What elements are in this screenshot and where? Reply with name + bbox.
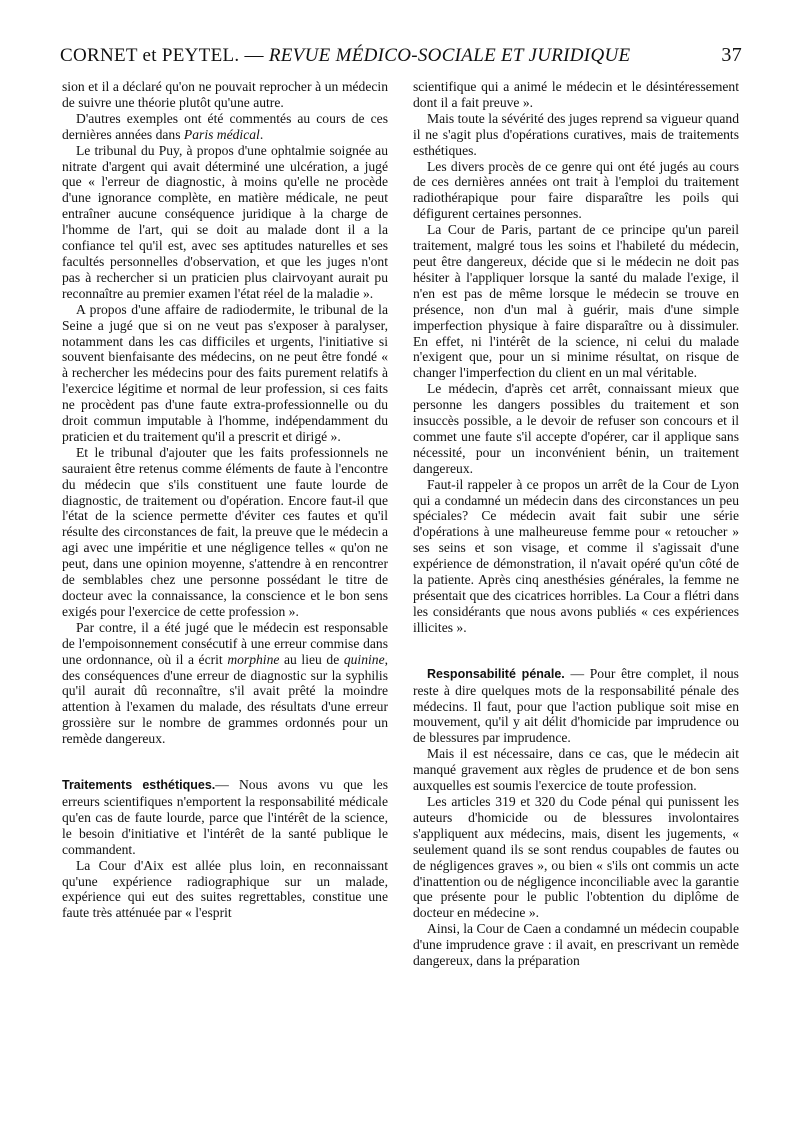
right-column [413,79,739,969]
emphasis: quinine [343,651,385,667]
paragraph: scientifique qui a animé le médecin et le désintéressement dont il a fait preuve ». [413,79,739,110]
header-dash: — [244,45,264,66]
paragraph: Par contre, il a été jugé que le médecin est responsable de l'empoisonnement consécutif à une erreur commise dans une ordonnance, où il a écrit morphine au lieu de quinine, des conséquences d'une erreur de diagnostic sur la syphilis qu'il aurait dû reconnaître, s'il avait prêté la moindre attention à l'examen du malade, des résultats d'une erreur grossière sur le nombre de grammes ordonnés pour un remède dangereux. [62,619,389,747]
paragraph: Les divers procès de ce genre qui ont été jugés au cours de ces dernières années ont trait à l'emploi du traitement radiothérapique pour faire disparaître les poils qui défigurent certaines personnes. [413,158,739,222]
paragraph: D'autres exemples ont été commentés au cours de ces dernières années dans Paris médical. [62,110,388,142]
section-heading: Responsabilité pénale. [427,666,565,681]
running-header [60,44,742,67]
header-journal: REVUE MÉDICO-SOCIALE ET JURIDIQUE [268,45,631,66]
paragraph: Le tribunal du Puy, à propos d'une ophtalmie soignée au nitrate d'argent qui avait déterminé une ulcération, a jugé que « l'erreur de diagnostic, à moins qu'elle ne procède d'une ignorance complète, en matière médicale, ne peut entraîner aucune conséquence juridique à la charge de l'homme de l'art, qui se doit au malade dont il a la confiance tel qu'il est, avec ses aptitudes naturelles et ses facultés personnelles d'observation, et que les juges n'ont pas à rechercher si un praticien plus clairvoyant aurait pu reconnaître au premier examen l'état réel de la maladie ». [62,142,388,301]
section-paragraph: Responsabilité pénale. — Pour être complet, il nous reste à dire quelques mots de la responsabilité pénale des médecins. Il faut, pour que l'action publique soit mise en mouvement, qu'il y ait délit d'homicide par imprudence ou de blessures par imprudence. [413,665,739,746]
section-paragraph: Traitements esthétiques.— Nous avons vu que les erreurs scientifiques n'emportent la responsabilité médicale qu'en cas de faute lourde, parce que l'intérêt de la science, le besoin d'initiative et l'intérêt de la santé publique le commandent. [62,777,388,857]
paragraph: La Cour de Paris, partant de ce principe qu'un pareil traitement, malgré tous les soins et l'habileté du médecin, peut être dangereux, décide que si le médecin ne doit pas hésiter à l'appliquer lorsque la santé du malade l'exige, il n'en est pas de même lorsque le médecin se trouve en présence, non d'un mal à guérir, mais d'une simple imperfection physique à faire disparaître ou à dissimuler. En effet, ni l'intérêt de la science, ni celui du malade n'exigent que, pour un si minime résultat, on risque de changer l'imperfection du client en un mal véritable. [413,222,739,381]
left-column [62,79,388,921]
paragraph: Ainsi, la Cour de Caen a condamné un médecin coupable d'une imprudence grave : il avait, en prescrivant un remède dangereux, dans la préparation [413,921,739,969]
paragraph: Le médecin, d'après cet arrêt, connaissant mieux que personne les dangers possibles du traitement et son insuccès possible, a le devoir de refuser son concours et il commet une faute s'il accepte d'opérer, car il applique sans nécessité, pour un inconvénient bénin, un traitement dangereux. [413,381,739,476]
emphasis: Paris médical [183,126,260,142]
paragraph: Les articles 319 et 320 du Code pénal qui punissent les auteurs d'homicide ou de blessures involontaires s'appliquent aux médecins, mais, disent les jugements, « seulement quand ils se sont rendus coupables de fautes ou de négligences graves », ou bien « s'ils ont commis un acte d'inattention ou de négligence inconciliable avec la garantie que présente pour le public l'obtention du diplôme de docteur en médecine ». [413,793,739,921]
paragraph: Et le tribunal d'ajouter que les faits professionnels ne sauraient être retenus comme éléments de faute à l'encontre du médecin que s'ils constituent une faute lourde de diagnostic, de traitement ou d'opération. Encore faut-il que l'état de la science permette d'éviter ces fautes et qu'il résulte des circonstances de fait, la preuve que le médecin a agi avec une impéritie et une négligence telles « qu'on ne peut, dans une opinion moyenne, s'attendre à en rencontrer de semblables chez une personne possédant le titre de docteur avec la connaissance, la conscience et le bon sens exigés pour l'exercice de cette profession ». [62,444,388,619]
paragraph: Mais toute la sévérité des juges reprend sa vigueur quand il ne s'agit plus d'opérations curatives, mais de traitements esthétiques. [413,110,739,158]
paragraph: Faut-il rappeler à ce propos un arrêt de la Cour de Lyon qui a condamné un médecin dans des circonstances un peu spéciales? Ce médecin avait fait subir une série d'opérations à une malheureuse femme pour « retoucher » ses seins et son visage, et comme il s'agissait d'une expérience de démonstration, il n'avait opéré qu'un côté de la patiente. Après cinq anesthésies générales, la femme ne présentait que des cicatrices horribles. La Cour a flétri dans les considérants que nous avons publiés « ces expériences illicites ». [413,476,739,635]
header-title [60,45,630,67]
paragraph: A propos d'une affaire de radiodermite, le tribunal de la Seine a jugé que si on ne veut pas s'exposer à paralyser, notamment dans les cas difficiles et urgents, l'initiative si souvent bienfaisante des médecins, on ne peut être fondé « à rechercher les médecins pour des faits purement relatifs à l'exercice légitime et normal de leur profession, si ces faits ne procèdent pas d'une faute extra-professionnelle ou du droit commun imputable à l'homme, indépendamment du praticien et du traitement qu'il a prescrit et dirigé ». [62,301,388,444]
paragraph: sion et il a déclaré qu'on ne pouvait reprocher à un médecin de suivre une théorie plutôt qu'une autre. [62,79,388,110]
paragraph: Mais il est nécessaire, dans ce cas, que le médecin ait manqué gravement aux règles de prudence et de bon sens auxquelles est soumis l'exercice de toute profession. [413,746,739,794]
emphasis: morphine [227,651,280,667]
paragraph: La Cour d'Aix est allée plus loin, en reconnaissant qu'une expérience radiographique sur un malade, expérience qui eut des suites regrettables, constitue une faute très atténuée par « l'esprit [62,857,388,921]
section-heading: Traitements esthétiques. [62,778,216,793]
page-number: 37 [721,44,742,66]
header-authors: CORNET et PEYTEL. [60,45,240,66]
